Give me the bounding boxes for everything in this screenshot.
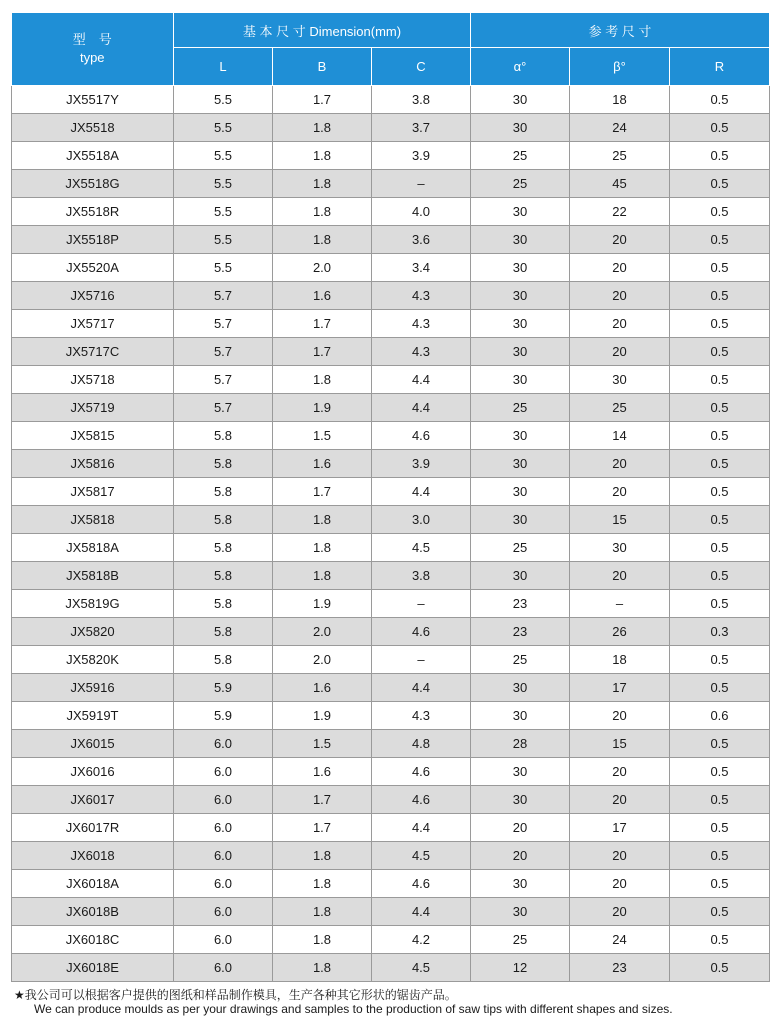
c-cell: 4.4 [372, 478, 471, 506]
r-cell: 0.5 [670, 562, 770, 590]
l-cell: 5.8 [174, 478, 273, 506]
beta-cell: 20 [570, 338, 670, 366]
c-cell: 3.0 [372, 506, 471, 534]
alpha-cell: 30 [471, 870, 570, 898]
type-cell: JX5717 [12, 310, 174, 338]
c-cell: 4.3 [372, 282, 471, 310]
alpha-cell: 30 [471, 898, 570, 926]
alpha-cell: 23 [471, 618, 570, 646]
l-cell: 6.0 [174, 870, 273, 898]
c-cell: 4.3 [372, 702, 471, 730]
alpha-cell: 30 [471, 226, 570, 254]
type-cell: JX5718 [12, 366, 174, 394]
b-cell: 1.8 [273, 562, 372, 590]
c-cell: 4.5 [372, 534, 471, 562]
l-cell: 5.7 [174, 394, 273, 422]
beta-cell: 20 [570, 702, 670, 730]
type-cell: JX5518G [12, 170, 174, 198]
beta-cell: 20 [570, 898, 670, 926]
column-header-r: R [670, 48, 770, 86]
r-cell: 0.5 [670, 114, 770, 142]
beta-cell: 45 [570, 170, 670, 198]
beta-cell: 15 [570, 506, 670, 534]
c-cell: 4.2 [372, 926, 471, 954]
l-cell: 5.8 [174, 590, 273, 618]
alpha-cell: 30 [471, 338, 570, 366]
table-row [12, 170, 770, 198]
type-header-cn: 型 号 [72, 32, 112, 47]
type-cell: JX5520A [12, 254, 174, 282]
type-header [12, 13, 174, 86]
r-cell: 0.5 [670, 758, 770, 786]
b-cell: 1.8 [273, 870, 372, 898]
column-header-c: C [372, 48, 471, 86]
table-row [12, 870, 770, 898]
alpha-cell: 30 [471, 366, 570, 394]
r-cell: 0.5 [670, 590, 770, 618]
b-cell: 1.9 [273, 590, 372, 618]
r-cell: 0.5 [670, 870, 770, 898]
r-cell: 0.5 [670, 534, 770, 562]
table-row [12, 254, 770, 282]
l-cell: 6.0 [174, 786, 273, 814]
beta-cell: 20 [570, 282, 670, 310]
c-cell: 4.3 [372, 310, 471, 338]
type-header-en: type [79, 50, 105, 65]
l-cell: 5.5 [174, 142, 273, 170]
type-cell: JX5815 [12, 422, 174, 450]
beta-cell: 24 [570, 114, 670, 142]
column-header-alpha: α° [471, 48, 570, 86]
b-cell: 2.0 [273, 618, 372, 646]
type-cell: JX5818A [12, 534, 174, 562]
c-cell: 3.8 [372, 562, 471, 590]
l-cell: 5.8 [174, 506, 273, 534]
r-cell: 0.5 [670, 478, 770, 506]
r-cell: 0.5 [670, 674, 770, 702]
type-cell: JX5819G [12, 590, 174, 618]
type-cell: JX5719 [12, 394, 174, 422]
alpha-cell: 30 [471, 114, 570, 142]
c-cell: 4.6 [372, 758, 471, 786]
table-row [12, 842, 770, 870]
b-cell: 1.8 [273, 506, 372, 534]
table-row [12, 142, 770, 170]
c-cell: 4.6 [372, 870, 471, 898]
table-row [12, 198, 770, 226]
table-row [12, 702, 770, 730]
type-cell: JX5818B [12, 562, 174, 590]
reference-dimension-header: 参 考 尺 寸 [471, 13, 770, 48]
c-cell: 4.4 [372, 366, 471, 394]
type-cell: JX6015 [12, 730, 174, 758]
type-cell: JX6018E [12, 954, 174, 982]
l-cell: 5.5 [174, 114, 273, 142]
r-cell: 0.5 [670, 198, 770, 226]
r-cell: 0.5 [670, 366, 770, 394]
alpha-cell: 30 [471, 450, 570, 478]
b-cell: 1.8 [273, 198, 372, 226]
beta-cell: 22 [570, 198, 670, 226]
b-cell: 1.7 [273, 86, 372, 114]
table-row [12, 926, 770, 954]
b-cell: 1.6 [273, 674, 372, 702]
l-cell: 6.0 [174, 954, 273, 982]
r-cell: 0.5 [670, 506, 770, 534]
beta-cell: 15 [570, 730, 670, 758]
c-cell: 3.9 [372, 142, 471, 170]
b-cell: 1.8 [273, 898, 372, 926]
table-row [12, 338, 770, 366]
l-cell: 5.8 [174, 646, 273, 674]
alpha-cell: 30 [471, 86, 570, 114]
alpha-cell: 30 [471, 786, 570, 814]
c-cell: – [372, 646, 471, 674]
c-cell: 4.6 [372, 618, 471, 646]
alpha-cell: 30 [471, 674, 570, 702]
beta-cell: 20 [570, 562, 670, 590]
table-row [12, 422, 770, 450]
alpha-cell: 30 [471, 758, 570, 786]
table-row [12, 674, 770, 702]
r-cell: 0.5 [670, 170, 770, 198]
beta-cell: 20 [570, 254, 670, 282]
b-cell: 1.7 [273, 478, 372, 506]
beta-cell: 14 [570, 422, 670, 450]
beta-cell: 20 [570, 786, 670, 814]
r-cell: 0.5 [670, 954, 770, 982]
type-cell: JX6017 [12, 786, 174, 814]
beta-cell: 17 [570, 674, 670, 702]
type-cell: JX5817 [12, 478, 174, 506]
r-cell: 0.3 [670, 618, 770, 646]
c-cell: 4.0 [372, 198, 471, 226]
alpha-cell: 25 [471, 142, 570, 170]
table-row [12, 758, 770, 786]
b-cell: 1.7 [273, 814, 372, 842]
c-cell: 4.4 [372, 674, 471, 702]
r-cell: 0.5 [670, 422, 770, 450]
table-row [12, 814, 770, 842]
r-cell: 0.5 [670, 282, 770, 310]
type-cell: JX5916 [12, 674, 174, 702]
type-cell: JX6018C [12, 926, 174, 954]
beta-cell: 20 [570, 758, 670, 786]
b-cell: 1.8 [273, 366, 372, 394]
b-cell: 1.8 [273, 842, 372, 870]
r-cell: 0.5 [670, 310, 770, 338]
type-cell: JX5517Y [12, 86, 174, 114]
table-body [12, 86, 770, 982]
beta-cell: 30 [570, 366, 670, 394]
alpha-cell: 30 [471, 506, 570, 534]
type-cell: JX5518 [12, 114, 174, 142]
column-header-l: L [174, 48, 273, 86]
r-cell: 0.5 [670, 338, 770, 366]
footnote [14, 988, 774, 1016]
table-row [12, 506, 770, 534]
c-cell: 4.3 [372, 338, 471, 366]
type-cell: JX5716 [12, 282, 174, 310]
beta-cell: 25 [570, 394, 670, 422]
beta-cell: 20 [570, 310, 670, 338]
b-cell: 2.0 [273, 646, 372, 674]
c-cell: 3.7 [372, 114, 471, 142]
r-cell: 0.5 [670, 646, 770, 674]
l-cell: 5.7 [174, 366, 273, 394]
column-header-b: B [273, 48, 372, 86]
b-cell: 1.6 [273, 758, 372, 786]
table-row [12, 786, 770, 814]
l-cell: 5.8 [174, 450, 273, 478]
beta-cell: 20 [570, 226, 670, 254]
alpha-cell: 20 [471, 842, 570, 870]
footnote-cn: ★我公司可以根据客户提供的图纸和样品制作模具，生产各种其它形状的锯齿产品。 [14, 988, 457, 1002]
b-cell: 1.8 [273, 926, 372, 954]
b-cell: 1.7 [273, 786, 372, 814]
type-cell: JX6016 [12, 758, 174, 786]
alpha-cell: 30 [471, 478, 570, 506]
beta-cell: 18 [570, 86, 670, 114]
alpha-cell: 23 [471, 590, 570, 618]
l-cell: 6.0 [174, 842, 273, 870]
l-cell: 5.5 [174, 198, 273, 226]
type-cell: JX5818 [12, 506, 174, 534]
table-row [12, 562, 770, 590]
l-cell: 5.9 [174, 702, 273, 730]
alpha-cell: 30 [471, 282, 570, 310]
c-cell: 3.9 [372, 450, 471, 478]
r-cell: 0.5 [670, 86, 770, 114]
beta-cell: 26 [570, 618, 670, 646]
r-cell: 0.5 [670, 394, 770, 422]
b-cell: 1.6 [273, 450, 372, 478]
column-header-beta: β° [570, 48, 670, 86]
footnote-en: We can produce moulds as per your drawings and samples to the production of saw tips with different shapes and sizes. [34, 1002, 673, 1016]
alpha-cell: 25 [471, 534, 570, 562]
spec-table [11, 12, 770, 982]
table-row [12, 114, 770, 142]
l-cell: 5.8 [174, 422, 273, 450]
beta-cell: 18 [570, 646, 670, 674]
l-cell: 5.7 [174, 282, 273, 310]
beta-cell: 20 [570, 870, 670, 898]
alpha-cell: 30 [471, 254, 570, 282]
r-cell: 0.5 [670, 730, 770, 758]
beta-cell: 20 [570, 842, 670, 870]
l-cell: 5.5 [174, 254, 273, 282]
c-cell: – [372, 590, 471, 618]
l-cell: 5.5 [174, 170, 273, 198]
r-cell: 0.5 [670, 142, 770, 170]
b-cell: 1.9 [273, 394, 372, 422]
b-cell: 1.7 [273, 338, 372, 366]
c-cell: 4.8 [372, 730, 471, 758]
alpha-cell: 20 [471, 814, 570, 842]
beta-cell: – [570, 590, 670, 618]
c-cell: 4.5 [372, 954, 471, 982]
beta-cell: 17 [570, 814, 670, 842]
l-cell: 6.0 [174, 898, 273, 926]
r-cell: 0.5 [670, 450, 770, 478]
b-cell: 1.8 [273, 226, 372, 254]
b-cell: 1.5 [273, 422, 372, 450]
r-cell: 0.6 [670, 702, 770, 730]
type-cell: JX5820K [12, 646, 174, 674]
type-cell: JX6018A [12, 870, 174, 898]
r-cell: 0.5 [670, 254, 770, 282]
beta-cell: 25 [570, 142, 670, 170]
table-row [12, 310, 770, 338]
table-row [12, 478, 770, 506]
table-row [12, 618, 770, 646]
beta-cell: 30 [570, 534, 670, 562]
table-row [12, 394, 770, 422]
b-cell: 1.8 [273, 954, 372, 982]
b-cell: 1.8 [273, 142, 372, 170]
alpha-cell: 30 [471, 702, 570, 730]
b-cell: 1.8 [273, 170, 372, 198]
c-cell: 4.6 [372, 786, 471, 814]
type-cell: JX5919T [12, 702, 174, 730]
alpha-cell: 25 [471, 394, 570, 422]
table-header [12, 13, 770, 86]
b-cell: 1.7 [273, 310, 372, 338]
l-cell: 6.0 [174, 758, 273, 786]
table-row [12, 898, 770, 926]
l-cell: 5.8 [174, 534, 273, 562]
b-cell: 1.6 [273, 282, 372, 310]
type-cell: JX5518P [12, 226, 174, 254]
b-cell: 1.8 [273, 534, 372, 562]
l-cell: 5.9 [174, 674, 273, 702]
type-cell: JX5518A [12, 142, 174, 170]
c-cell: 3.8 [372, 86, 471, 114]
c-cell: 4.4 [372, 814, 471, 842]
table-row [12, 450, 770, 478]
beta-cell: 20 [570, 450, 670, 478]
type-cell: JX6017R [12, 814, 174, 842]
type-cell: JX6018B [12, 898, 174, 926]
type-cell: JX5518R [12, 198, 174, 226]
table-row [12, 366, 770, 394]
table-row [12, 282, 770, 310]
alpha-cell: 28 [471, 730, 570, 758]
alpha-cell: 25 [471, 926, 570, 954]
r-cell: 0.5 [670, 786, 770, 814]
table-row [12, 590, 770, 618]
b-cell: 1.5 [273, 730, 372, 758]
c-cell: 3.4 [372, 254, 471, 282]
type-cell: JX5717C [12, 338, 174, 366]
b-cell: 1.9 [273, 702, 372, 730]
l-cell: 6.0 [174, 926, 273, 954]
alpha-cell: 30 [471, 310, 570, 338]
c-cell: 4.6 [372, 422, 471, 450]
alpha-cell: 30 [471, 422, 570, 450]
basic-dimension-header: 基 本 尺 寸 Dimension(mm) [174, 13, 471, 48]
alpha-cell: 30 [471, 562, 570, 590]
r-cell: 0.5 [670, 926, 770, 954]
b-cell: 2.0 [273, 254, 372, 282]
l-cell: 5.5 [174, 86, 273, 114]
r-cell: 0.5 [670, 842, 770, 870]
l-cell: 6.0 [174, 814, 273, 842]
l-cell: 5.8 [174, 618, 273, 646]
alpha-cell: 25 [471, 170, 570, 198]
type-cell: JX5820 [12, 618, 174, 646]
alpha-cell: 30 [471, 198, 570, 226]
table-row [12, 534, 770, 562]
b-cell: 1.8 [273, 114, 372, 142]
r-cell: 0.5 [670, 814, 770, 842]
c-cell: 4.4 [372, 898, 471, 926]
alpha-cell: 25 [471, 646, 570, 674]
type-cell: JX5816 [12, 450, 174, 478]
table-row [12, 954, 770, 982]
table-row [12, 226, 770, 254]
l-cell: 5.5 [174, 226, 273, 254]
c-cell: 4.5 [372, 842, 471, 870]
type-cell: JX6018 [12, 842, 174, 870]
l-cell: 5.8 [174, 562, 273, 590]
beta-cell: 20 [570, 478, 670, 506]
c-cell: 4.4 [372, 394, 471, 422]
c-cell: – [372, 170, 471, 198]
r-cell: 0.5 [670, 898, 770, 926]
alpha-cell: 12 [471, 954, 570, 982]
beta-cell: 24 [570, 926, 670, 954]
l-cell: 6.0 [174, 730, 273, 758]
table-row [12, 730, 770, 758]
table-row [12, 86, 770, 114]
c-cell: 3.6 [372, 226, 471, 254]
beta-cell: 23 [570, 954, 670, 982]
l-cell: 5.7 [174, 338, 273, 366]
l-cell: 5.7 [174, 310, 273, 338]
table-row [12, 646, 770, 674]
r-cell: 0.5 [670, 226, 770, 254]
